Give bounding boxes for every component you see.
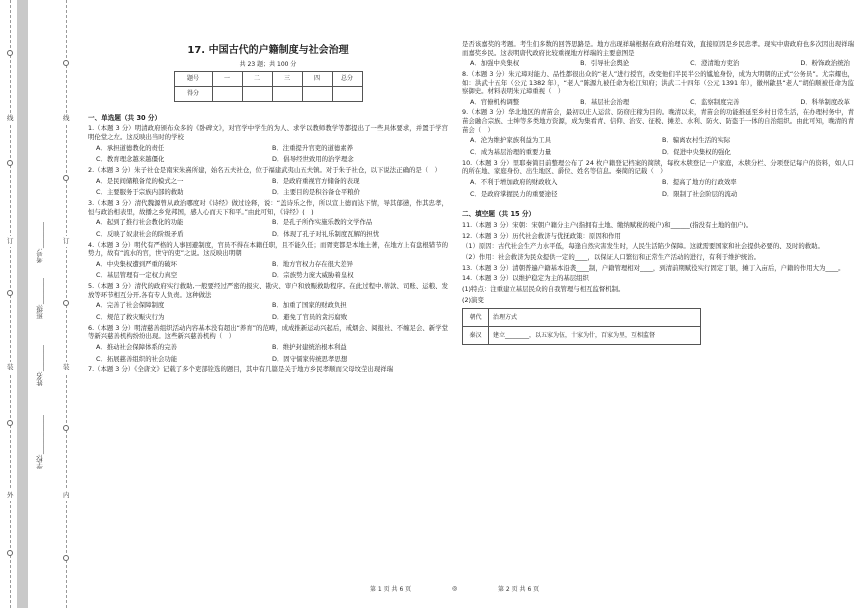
question-stem: 7.（本题 3 分）《全唐文》记载了多个吏部铨选的题目，其中有几篇是关于地方乡民孝顺而父母坟茔出现祥瑞 xyxy=(88,365,393,374)
binding-word: 线 xyxy=(7,114,14,122)
binding-circle xyxy=(63,60,69,66)
option-a[interactable]: A．起到了推行社会教化的功能 xyxy=(96,218,184,227)
option-b[interactable]: B．地方官权力存在很大差异 xyxy=(272,259,354,268)
fill-item-14: 14.（本题 3 分）以维护稳定为主的基层组织 xyxy=(462,274,589,283)
option-c[interactable]: C．教育理念越来越僵化 xyxy=(96,155,165,164)
option-c[interactable]: C．成为基层治理的重要力量 xyxy=(470,148,552,157)
binding-circle xyxy=(7,290,13,296)
option-c[interactable]: C．监察制度完善 xyxy=(690,97,740,106)
option-d[interactable]: D．避免了官员的贪污腐败 xyxy=(272,313,348,322)
exam-title: 17. 中国古代的户籍制度与社会治理 xyxy=(187,45,349,56)
question-stem: 4.（本题 3 分）明代有严格的人事回避制度，官员不得在本籍任职，且不能久任；而胥吏都是本地土著，在地方上有盘根错节的势力，故有“流水的官，世守的吏”之说。这反映出明朝 xyxy=(88,240,448,258)
question-10 xyxy=(462,159,854,199)
option-d[interactable]: D．科举制度改革 xyxy=(800,97,850,106)
option-a[interactable]: A．推动社会保障体系的完善 xyxy=(96,342,178,351)
option-grid xyxy=(96,218,448,238)
option-d[interactable]: D．主要目的是积谷备仓平粮价 xyxy=(272,188,360,197)
question-2 xyxy=(88,166,448,197)
question-7-continued: 是否该嘉奖的考题。考生们多数的回答思路是。地方出现祥瑞根据在政府治理有效，直接原因是乡民忠孝。现实中唐政府也多次因出现祥瑞而嘉奖乡民。这表明唐代政府比较重视地方样瑞的主要意图是 xyxy=(462,40,854,57)
question-1 xyxy=(88,124,448,164)
option-row xyxy=(470,59,854,68)
binding-circle xyxy=(7,160,13,166)
section-heading-fill-blank: 二、填空题（共 15 分） xyxy=(462,210,536,219)
option-grid xyxy=(96,144,448,164)
fill-item-11[interactable]: 11.（本题 3 分）宋朝：宋朝户籍分主户(指拥有土地、缴纳赋税的税户)和______(指没有土地的佃户)。 xyxy=(462,221,753,230)
option-d[interactable]: D．体现了孔子对礼乐制度瓦解的担忧 xyxy=(272,229,380,238)
option-grid xyxy=(470,136,854,156)
right-page xyxy=(462,40,854,345)
binding-word: 内 xyxy=(63,491,70,499)
option-a[interactable]: A．完善了社会保障制度 xyxy=(96,301,165,310)
binding-circle xyxy=(63,555,69,561)
question-stem: 10.（本题 3 分）里耶秦简目前整理公布了 24 枚户籍登记档案的简牍，每枚木牍登记一户家庭，木牍分栏、分项登记每户的资料，如人口的所在地、家庭身份、出生地区、爵位、姓名等信息。秦简的记载（ ） xyxy=(462,158,854,176)
score-input-cell[interactable] xyxy=(332,86,362,101)
binding-word: 装 xyxy=(7,363,14,371)
option-grid xyxy=(470,178,854,198)
option-grid xyxy=(96,177,448,197)
left-page xyxy=(88,38,448,374)
binding-word: 线 xyxy=(63,114,70,122)
page-footer-left: 第 1 页 共 6 页 xyxy=(370,586,412,593)
option-a[interactable]: A．承担道德教化的责任 xyxy=(96,143,165,152)
binding-circle xyxy=(7,550,13,556)
option-d[interactable]: D．宗族势力庞大威胁着皇权 xyxy=(272,271,354,280)
section-heading-single-choice: 一、单选题（共 30 分） xyxy=(88,113,162,122)
binding-word: 外 xyxy=(7,491,14,499)
option-c[interactable]: C．规范了救灾赈灾行为 xyxy=(96,313,165,322)
score-header-cell: 题号 xyxy=(174,71,212,86)
fill-item-14-evolution: (2)演变 xyxy=(462,295,484,304)
question-6 xyxy=(88,324,448,364)
option-b[interactable]: B．基层社会治理 xyxy=(580,97,630,106)
question-7 xyxy=(88,365,448,374)
evolution-cell-dynasty: 秦汉 xyxy=(463,327,489,345)
binding-circle xyxy=(7,50,13,56)
binding-word: 订 xyxy=(63,237,70,245)
score-table xyxy=(174,71,363,102)
fill-item-12-effect[interactable]: （2）作用：社会救济为民众提供一定的____，以保证人口繁衍和正常生产活动的进行，有利于维护统治。 xyxy=(462,253,761,262)
option-grid xyxy=(96,301,448,321)
option-a[interactable]: A．是民间储粮备荒的模式之一 xyxy=(96,176,184,185)
binding-margin xyxy=(0,0,78,608)
school-field[interactable]: 学校:____________ xyxy=(36,415,44,470)
option-b[interactable]: B．骗离农村生活的实际 xyxy=(662,136,731,145)
option-b[interactable]: B．是政府重视官方储备的表现 xyxy=(272,176,360,185)
option-c[interactable]: C．反映了奴隶社会的阶级矛盾 xyxy=(96,229,184,238)
center-circle-mark: ◎ xyxy=(452,585,458,592)
score-input-cell[interactable] xyxy=(302,86,332,101)
option-c[interactable]: C．拓展慈善组织的社会功能 xyxy=(96,354,178,363)
score-header-cell: 一 xyxy=(212,71,242,86)
score-label-cell: 得分 xyxy=(174,86,212,101)
option-b[interactable]: B．提高了地方的行政效率 xyxy=(662,177,737,186)
fill-item-12-reason: （1）原因：古代社会生产力水平低，每逢自然灾害发生时，人民生活陷少保障。这就需要国家和社会提供必要的、及时的救助。 xyxy=(462,242,824,251)
binding-circle xyxy=(63,175,69,181)
outer-dashed-line xyxy=(10,0,11,608)
fill-item-14-feature: (1)特点：注重建立基层民众的自我管理与相互监督机制。 xyxy=(462,284,625,293)
option-row xyxy=(470,98,854,107)
class-field[interactable]: 班级:________ xyxy=(36,278,44,320)
option-b[interactable]: B．加重了国家的财政负担 xyxy=(272,301,347,310)
option-b[interactable]: B．注重提升官吏的道德素养 xyxy=(272,143,354,152)
binding-word: 装 xyxy=(63,363,70,371)
score-header-cell: 四 xyxy=(302,71,332,86)
question-stem: 2.（本题 3 分）朱子社仓是南宋朱熹所建，始名五夫社仓，位于福建武夷山五夫镇。对于朱子社仓，以下说法正确的是（ ） xyxy=(88,166,441,175)
binding-circle xyxy=(7,420,13,426)
option-c[interactable]: C．是政府掌握民力的重要途径 xyxy=(470,189,558,198)
question-9 xyxy=(462,108,854,156)
option-b[interactable]: B．引导社会舆论 xyxy=(580,59,630,68)
question-8 xyxy=(462,70,854,107)
question-stem: 9.（本题 3 分）华北地区的青苗会，最初以庄人运营、防窃庄稼为目的。晚清以来，青苗会的功能推延至乡村日常生活，在办理村务中，青苗会融合宗族、士绅等多类地方资源，成为集看青、信仰、治安、征税、摊差、水利、防火、防盗于一体的自治组织。由此可知，晚清的青苗会（ ） xyxy=(462,108,854,134)
question-stem: 3.（本题 3 分）清代魏源曾从政治哪度对《诗经》做过诠释，说：“盖诗乐之作，所以宣上德而达下情，导其郁懑，作其忠孝，恒与政治相表里，故播之乡党邦国，感人心而天下和平。”由此可知，《诗经》( ) xyxy=(88,198,448,216)
option-grid xyxy=(96,260,448,280)
binding-circle xyxy=(63,425,69,431)
option-d[interactable]: D．粉饰政治统治 xyxy=(800,59,850,68)
score-input-cell[interactable] xyxy=(242,86,272,101)
question-stem: 6.（本题 3 分）明清慈善组织活动内容基本没有超出“养育”的范畴，成成推新运动兴起后，戒烟会、阅报社、不缠足会、新学堂等新兴慈善机构纷纷出现。这些新兴慈善机构（ ） xyxy=(88,323,448,341)
binding-gray-strip xyxy=(17,0,28,608)
option-a[interactable]: A．中央集权遭到严重的破坏 xyxy=(96,259,178,268)
question-stem: 1.（本题 3 分）明清政府颁布众多的《卧碑文》，对官学中学生的为人、求学以教师教学等都提出了一些具体要求，并置于学宫明伦堂之左。这反映出当时的学校 xyxy=(88,124,448,142)
option-d[interactable]: D．固守儒家传统思孝思想 xyxy=(272,354,348,363)
score-header-cell: 总分 xyxy=(332,71,362,86)
evolution-table xyxy=(462,308,701,345)
option-c[interactable]: C．基层管理有一定权力真空 xyxy=(96,271,178,280)
option-a[interactable]: A．加强中央集权 xyxy=(470,59,520,68)
question-stem: 8.（本题 3 分）朱元璋对能力、品性都很出众的“老人”进行授官，改变他们半民半公的尴尬身份，成为大明朝的正式“公务员”。尤宗耀也，如：洪武十五年（公元 1382 年），“老人”陈源九被任命为松江知府；洪武二十四年（公元 1391 年），徽州歙县“老人”胡伯顺被任命为监察御史。材料表明朱元璋重视（ ） xyxy=(462,69,854,96)
option-a[interactable]: A．官僚机构调整 xyxy=(470,97,520,106)
exam-subinfo: 共 23 题；共 100 分 xyxy=(239,60,297,68)
name-field[interactable]: 姓名:________ xyxy=(36,345,44,387)
score-header-cell: 二 xyxy=(242,71,272,86)
option-grid xyxy=(96,343,448,363)
question-5 xyxy=(88,282,448,322)
option-a[interactable]: A．不利于增加政府的财政收入 xyxy=(470,177,558,186)
evolution-cell-method[interactable]: 建立________，以五家为伍，十家为什，百家为里，互相监督 xyxy=(489,327,701,345)
fill-item-13[interactable]: 13.（本题 3 分）清朝普遍户籍基本沿袭____制，户籍管理相对____，到清前期赋役实行固定丁银，摊丁入亩后，户籍的作用大为____。 xyxy=(462,263,845,272)
binding-word: 订 xyxy=(7,237,14,245)
option-d[interactable]: D．倡导经世致用的治学理念 xyxy=(272,155,354,164)
evolution-header-dynasty: 朝代 xyxy=(463,309,489,327)
option-b[interactable]: B．维护封建统治根本利益 xyxy=(272,342,347,351)
exam-number-field[interactable]: 考号:________ xyxy=(36,222,44,264)
fill-item-12: 12.（本题 3 分）历代社会救济与优抚政策：原因和作用 xyxy=(462,231,621,240)
score-input-cell[interactable] xyxy=(212,86,242,101)
option-b[interactable]: B．是孔子所作实施乐教的文学作品 xyxy=(272,218,373,227)
option-a[interactable]: A．沦为维护家族利益为工具 xyxy=(470,136,552,145)
option-c[interactable]: C．澄清地方吏治 xyxy=(690,59,740,68)
evolution-header-method: 治理方式 xyxy=(489,309,701,327)
option-d[interactable]: D．限制了社会阶层的流动 xyxy=(662,189,738,198)
question-stem: 5.（本题 3 分）清代的政府实行救助,一般要经过严密的报灾、勘灾、审户和放赈救助程序。在此过程中,蒂款、司账、运粮、发放等环节相互分开,各有专人负责。这种做法 xyxy=(88,282,448,299)
page-footer-right: 第 2 页 共 6 页 xyxy=(498,586,540,593)
binding-circle xyxy=(63,300,69,306)
score-input-cell[interactable] xyxy=(272,86,302,101)
question-3 xyxy=(88,199,448,239)
option-d[interactable]: D．促进中央集权的强化 xyxy=(662,148,731,157)
score-header-cell: 三 xyxy=(272,71,302,86)
option-c[interactable]: C．主要服务于宗族内部的救助 xyxy=(96,188,184,197)
question-4 xyxy=(88,241,448,281)
